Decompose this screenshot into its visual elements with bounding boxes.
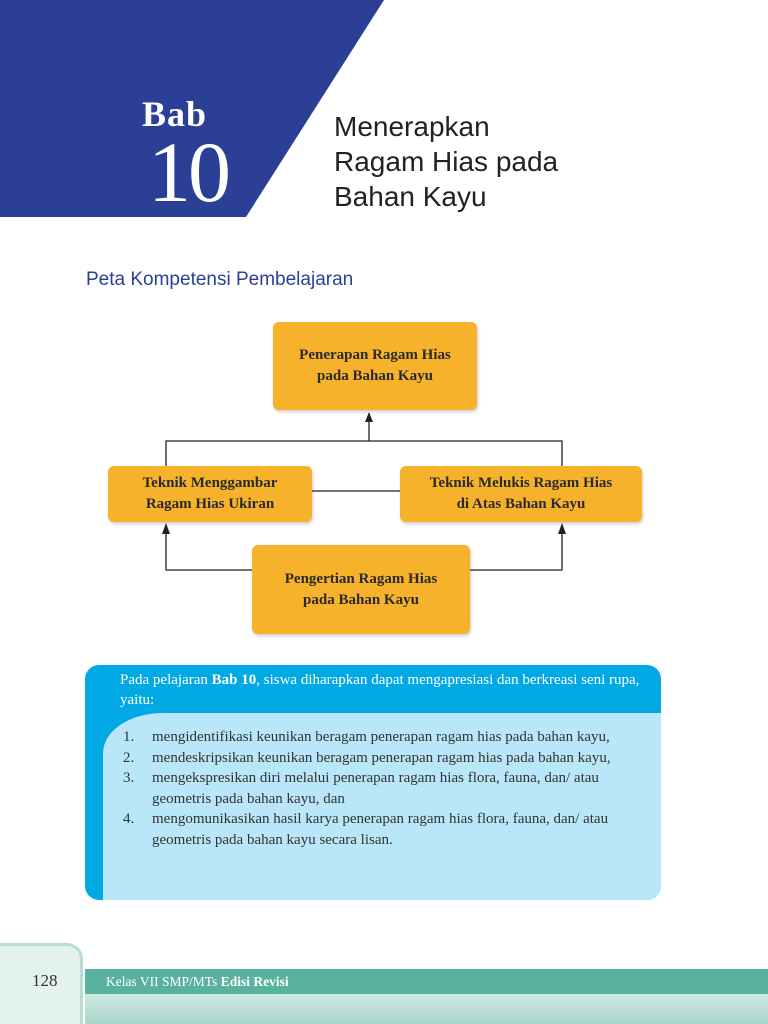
title-line: Ragam Hias pada — [334, 146, 559, 177]
connector-top — [166, 441, 562, 466]
arrow-head-icon — [365, 412, 373, 422]
box-line: pada Bahan Kayu — [303, 591, 419, 608]
intro-text: Pada pelajaran — [120, 672, 212, 688]
item-number: 4. — [123, 811, 135, 827]
item-number: 3. — [123, 770, 135, 786]
book-title: Kelas VII SMP/MTs — [106, 974, 221, 989]
title-line: Menerapkan — [334, 111, 490, 142]
list-item — [123, 748, 643, 769]
box-line: Teknik Menggambar — [142, 475, 278, 491]
objectives-intro — [120, 670, 653, 710]
item-text: mendeskripsikan keunikan beragam penerapan ragam hias pada bahan kayu, — [152, 749, 611, 766]
box-line: Teknik Melukis Ragam Hias — [429, 475, 613, 491]
diagram-box-left — [108, 466, 312, 522]
box-line: pada Bahan Kayu — [317, 368, 433, 384]
connector-bottom-right — [470, 526, 562, 570]
edition-label: Edisi Revisi — [220, 974, 289, 989]
chapter-label: Bab — [142, 94, 208, 134]
item-text: mengomunikasikan hasil karya penerapan ragam hias flora, fauna, dan/ atau geometris pada bahan kayu secara lisan. — [152, 811, 609, 848]
item-number: 1. — [123, 729, 135, 745]
objectives-list — [123, 727, 643, 850]
intro-text: , siswa diharapkan dapat mengapresiasi dan berkreasi seni rupa, yaitu: — [120, 672, 640, 708]
list-item — [123, 727, 643, 748]
chapter-number: 10 — [148, 124, 228, 220]
list-item — [123, 809, 643, 850]
item-text: mengidentifikasi keunikan beragam penerapan ragam hias pada bahan kayu, — [152, 729, 610, 745]
list-item — [123, 768, 643, 809]
footer-text — [106, 974, 289, 990]
arrow-head-icon — [162, 523, 170, 534]
connector-bottom-left — [166, 526, 252, 570]
item-number: 2. — [123, 749, 135, 766]
item-text: mengekspresikan diri melalui penerapan ragam hias flora, fauna, dan/ atau geometris pada bahan kayu, dan — [152, 770, 599, 807]
page-number: 128 — [32, 971, 58, 990]
learning-objectives-box — [85, 665, 661, 900]
box-line: Penerapan Ragam Hias — [299, 347, 451, 363]
title-line: Bahan Kayu — [334, 181, 487, 212]
arrow-head-icon — [558, 523, 566, 534]
diagram-box-top — [273, 322, 477, 410]
footer-ornament — [85, 994, 768, 1024]
intro-bold: Bab 10 — [211, 672, 257, 688]
box-line: Ragam Hias Ukiran — [145, 496, 275, 512]
section-title: Peta Kompetensi Pembelajaran — [86, 269, 354, 290]
diagram-box-bottom — [252, 545, 470, 634]
box-line: Pengertian Ragam Hias — [284, 570, 438, 587]
diagram-box-right — [400, 466, 642, 522]
box-line: di Atas Bahan Kayu — [456, 496, 586, 512]
